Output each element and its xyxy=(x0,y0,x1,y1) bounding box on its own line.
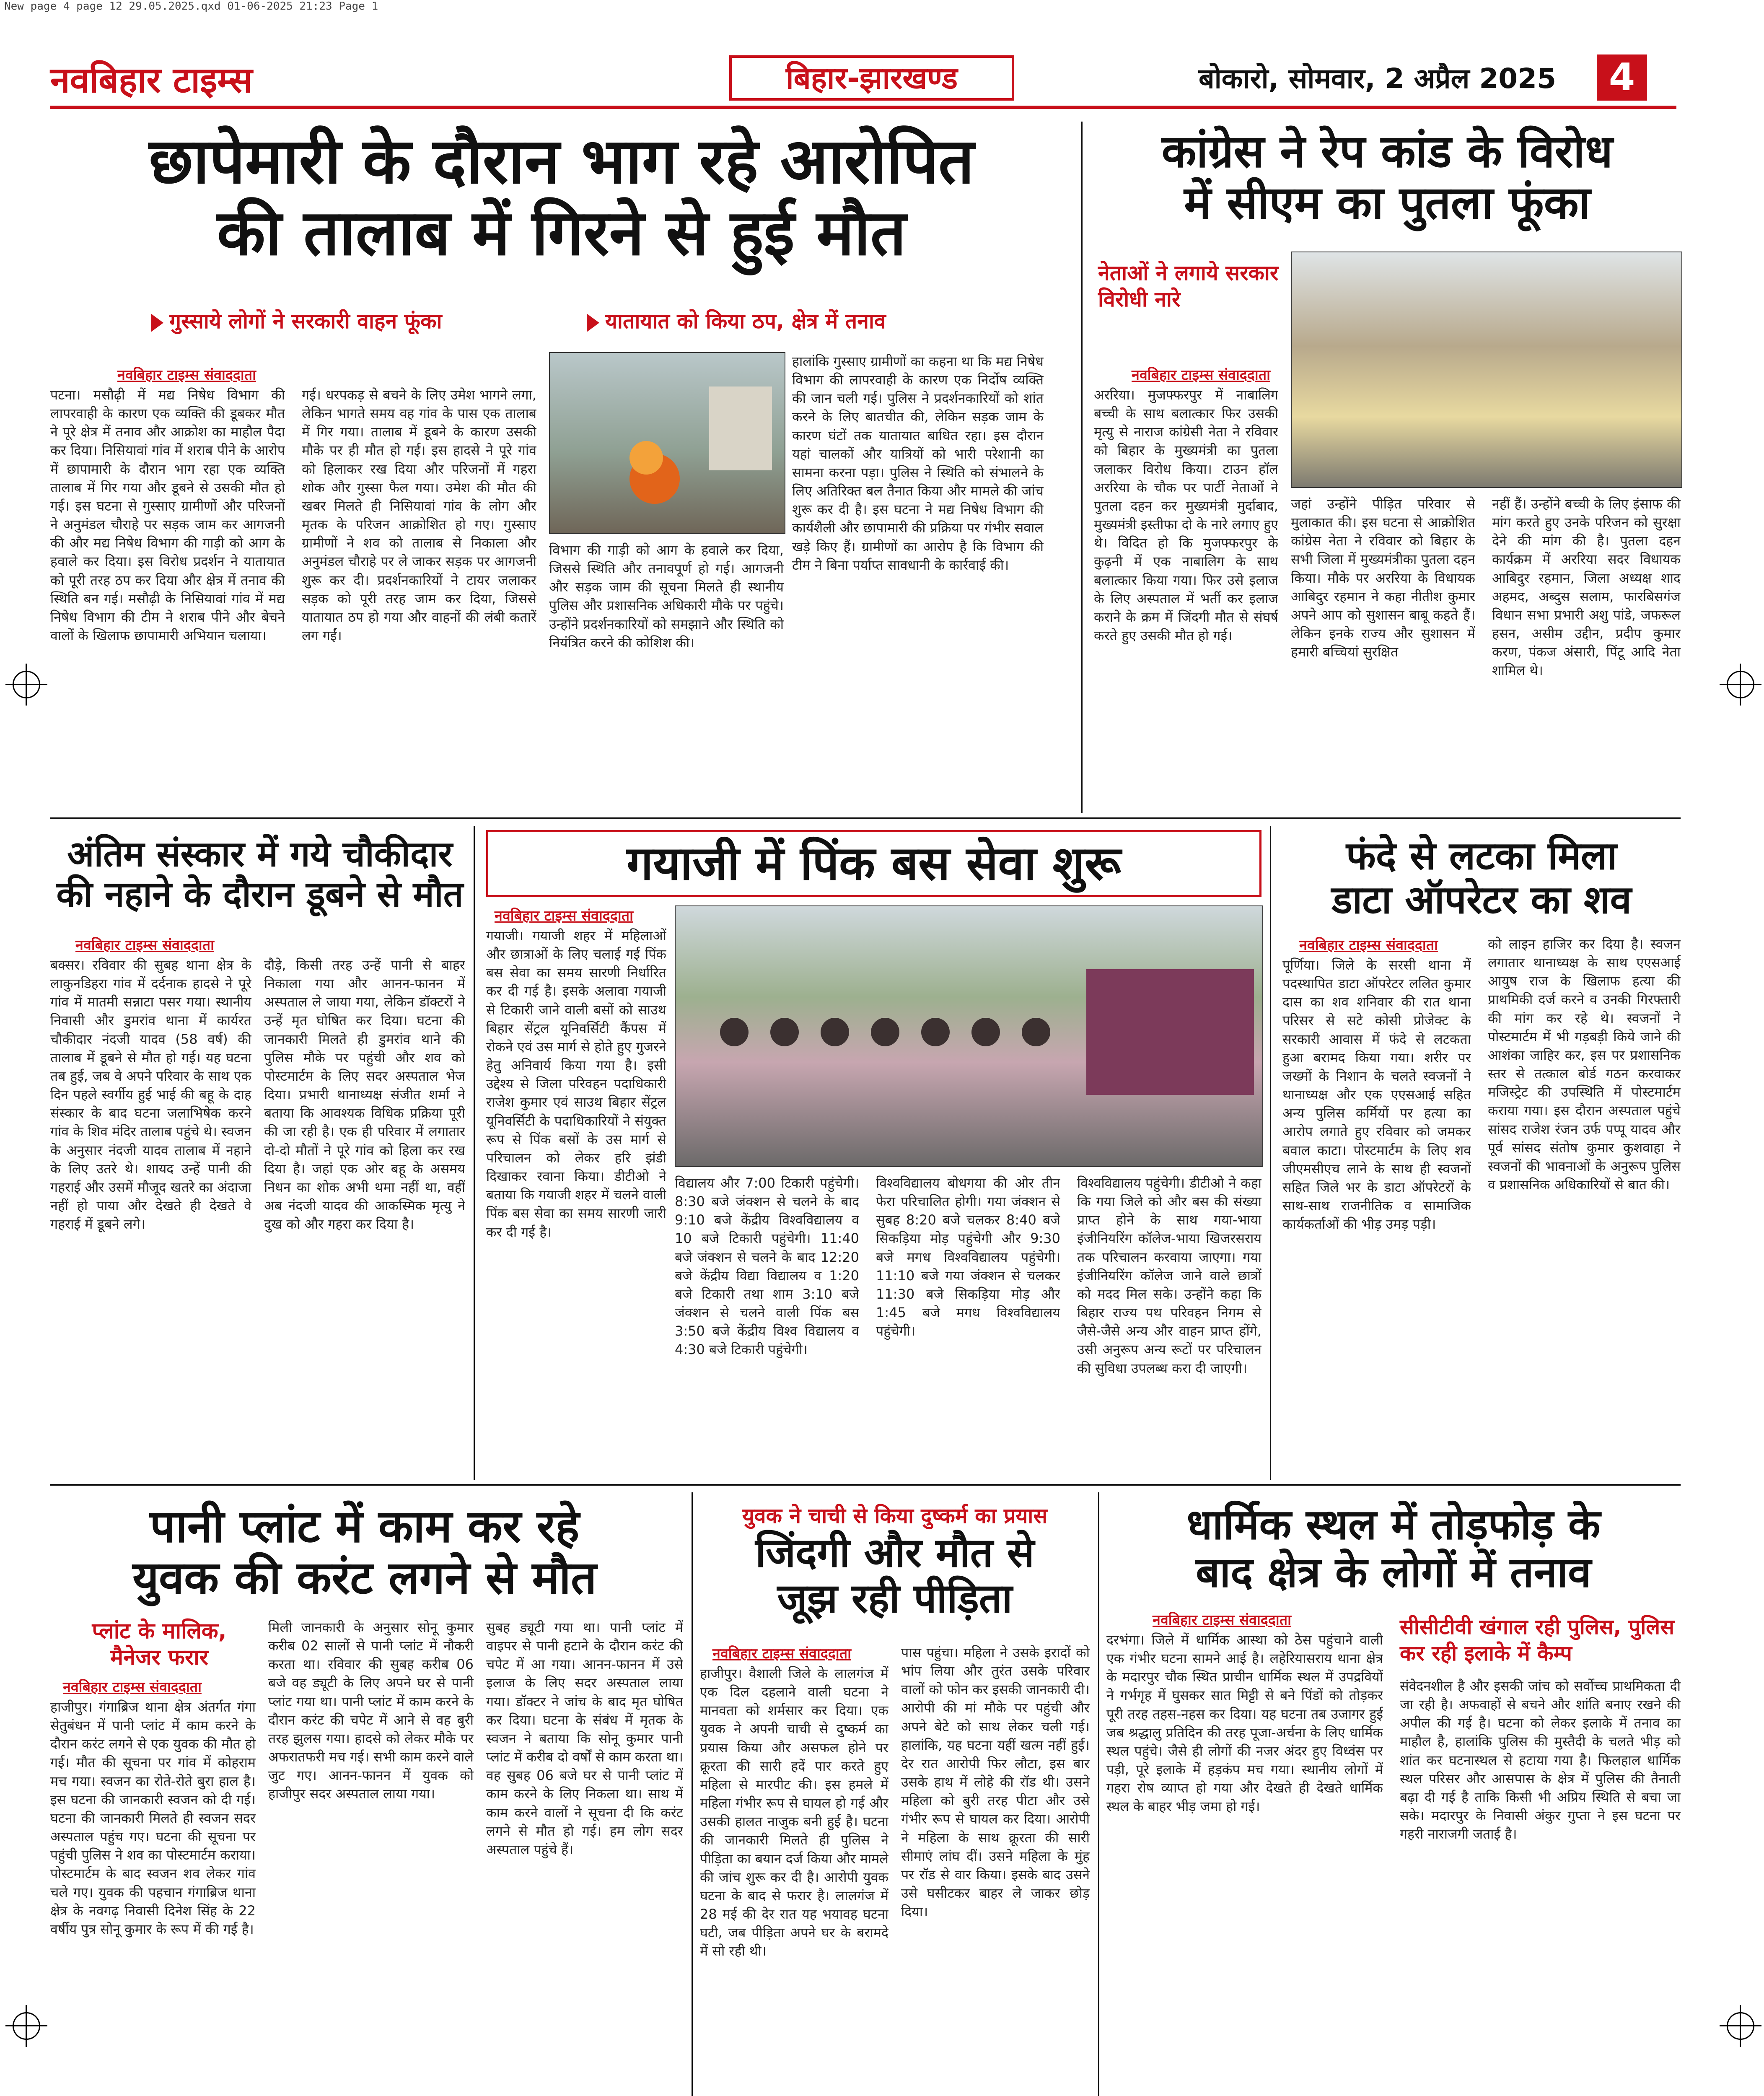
story1-byline: नवबिहार टाइम्स संवाददाता xyxy=(117,367,256,384)
story8-headline xyxy=(1106,1501,1681,1596)
column-divider xyxy=(692,1492,693,2096)
story4-headline: गयाजी में पिंक बस सेवा शुरू xyxy=(486,830,1261,897)
story1-headline xyxy=(50,126,1073,269)
story8-headline-line2: बाद क्षेत्र के लोगों में तनाव xyxy=(1196,1548,1591,1597)
story6-body-col3: सुबह ड्यूटी गया था। पानी प्लांट में वाइपर से पानी हटाने के दौरान करंट की चपेट में आ गया। आनन-फानन में उसे इलाज के लिए सदर अस्पताल लाया गया। डॉक्टर ने जांच के बाद मृत घोषित कर दिया। घटना के संबंध में मृतक के स्वजन ने बताया कि सोनू कुमार पानी प्लांट में करीब दो वर्षों से काम करता था। वह सुबह 06 बजे घर से पानी प्लांट में काम करने के लिए निकला था। साथ में काम करने वालों ने सूचना दी कि करंट लगने से मौत हो गई। हम लोग सदर अस्पताल पहुंचे हैं। xyxy=(486,1619,683,1857)
story6-headline-line2: युवक की करंट लगने से मौत xyxy=(132,1552,597,1605)
story2-headline xyxy=(1094,126,1681,229)
registration-mark-icon xyxy=(13,671,40,698)
story2-headline-line1: कांग्रेस ने रेप कांड के विरोध xyxy=(1161,125,1613,178)
story4-body-col4: विश्वविद्यालय पहुंचेगी। डीटीओ ने कहा कि गया जिले को और बस की संख्या प्राप्त होने के साथ गया-भाया इंजीनियरिंग कॉलेज-भाया खिजरसराय तक परिचालन करवाया जाएगा। गया इंजीनियरिंग कॉलेज जाने वाले छात्रों को मदद मिल सके। उन्होंने कहा कि बिहार राज्य पथ परिवहन निगम से जैसे-जैसे अन्य और वाहन प्राप्त होंगे, उसी अनुरूप अन्य रूटों पर परिचालन की सुविधा उपलब्ध करा दी जाएगी। xyxy=(1077,1175,1261,1376)
story5-body-col2: को लाइन हाजिर कर दिया है। स्वजन लगातार थानाध्यक्ष के साथ एएसआई आयुष राज के खिलाफ हत्या की प्राथमिकी दर्ज करने व उनकी गिरफ्तारी की मांग कर रहे थे। स्वजनों ने पोस्टमार्टम में भी गड़बड़ी किये जाने की आशंका जाहिर कर, इस पर प्रशासनिक स्तर से तत्काल बोर्ड गठन करवाकर मजिस्ट्रेट की उपस्थिति में पोस्टमार्टम कराया गया। इस दौरान अस्पताल पहुंचे सांसद राजेश रंजन उर्फ पप्पू यादव और पूर्व सांसद संतोष कुमार कुशवाहा ने स्वजनों की भावनाओं के अनुरूप पुलिस व प्रशासनिक अधिकारियों से बात की। xyxy=(1488,936,1681,1193)
story4-byline: नवबिहार टाइम्स संवाददाता xyxy=(495,908,633,924)
story1-headline-line1: छापेमारी के दौरान भाग रहे आरोपित xyxy=(149,125,974,198)
story4-body-col2: विद्यालय और 7:00 टिकारी पहुंचेगी। 8:30 बजे जंक्शन से चलने के बाद 9:10 बजे केंद्रीय विश्वविद्यालय व 10 बजे टिकारी पहुंचेगी। 11:40 बजे जंक्शन से चलने के बाद 12:20 बजे केंद्रीय विद्या विद्यालय व 1:20 बजे टिकारी तथा शाम 3:10 बजे जंक्शन से चलने वाली पिंक बस 3:50 बजे केंद्रीय विश्व विद्यालय व 4:30 बजे टिकारी पहुंचेगी। xyxy=(675,1175,859,1358)
story1-body-col2: गई। धरपकड़ से बचने के लिए उमेश भागने लगा, लेकिन भागते समय वह गांव के पास एक तालाब में गिर गया। तालाब में डूबने के कारण उसकी मौके पर ही मौत हो गई। इस हादसे ने पूरे गांव को हिलाकर रख दिया और परिजनों में गहरा शोक और गुस्सा फैल गया। उमेश की मौत की खबर मिलते ही निसियावां गांव के लोग और मृतक के परिजन आक्रोशित हो गए। गुस्साए ग्रामीणों ने शव को तालाब से निकाला और अनुमंडल चौराहे पर ले जाकर सड़क पर आगजनी शुरू कर दी। प्रदर्शनकारियों ने टायर जलाकर सड़क को पूरी तरह जाम कर दिया, जिससे यातायात ठप हो गया और वाहनों की लंबी कतारें लग गईं। xyxy=(302,387,536,644)
story6-byline: नवबिहार टाइम्स संवाददाता xyxy=(63,1679,202,1696)
story6-body-col1: हाजीपुर। गंगाब्रिज थाना क्षेत्र अंतर्गत गंगा सेतुबंधन में पानी प्लांट में काम करने के दौरान करंट लगने से एक युवक की मौत हो गई। मौत की सूचना पर गांव में कोहराम मच गया। स्वजन का रोते-रोते बुरा हाल है। इस घटना की जानकारी स्वजन को दी गई। घटना की जानकारी मिलते ही स्वजन सदर अस्पताल पहुंच गए। घटना की सूचना पर पहुंची पुलिस ने शव का पोस्टमार्टम कराया। पोस्टमार्टम के बाद स्वजन शव लेकर गांव चले गए। युवक की पहचान गंगाब्रिज थाना क्षेत्र के नवगढ़ निवासी दिनेश सिंह के 22 वर्षीय पुत्र सोनू कुमार के रूप में की गई है। xyxy=(50,1699,256,1937)
story2-byline: नवबिहार टाइम्स संवाददाता xyxy=(1132,367,1270,384)
story7-byline: नवबिहार टाइम्स संवाददाता xyxy=(712,1645,851,1662)
story3-headline xyxy=(50,834,469,915)
story6-body-col2: मिली जानकारी के अनुसार सोनू कुमार करीब 02 सालों से पानी प्लांट में नौकरी करता था। रविवार की सुबह करीब 06 बजे वह ड्यूटी के लिए अपने घर से पानी प्लांट गया था। पानी प्लांट में काम करने के दौरान करंट की चपेट में आने से वह बुरी तरह झुलस गया। हादसे को लेकर मौके पर अफरातफरी मच गई। सभी काम करने वाले जुट गए। आनन-फानन में युवक को हाजीपुर सदर अस्पताल लाया गया। xyxy=(268,1619,474,1802)
column-divider xyxy=(1081,122,1083,813)
story3-byline: नवबिहार टाइम्स संवाददाता xyxy=(75,937,214,954)
triangle-bullet-icon xyxy=(587,314,599,332)
story1-photo-burning-vehicle xyxy=(549,352,785,534)
story3-headline-line1: अंतिम संस्कार में गये चौकीदार xyxy=(67,833,453,874)
registration-mark-icon xyxy=(1727,2012,1754,2040)
story2-photo-effigy-burning xyxy=(1291,252,1682,488)
story6-headline-line1: पानी प्लांट में काम कर रहे xyxy=(150,1500,580,1553)
column-divider xyxy=(474,826,475,1480)
story8-byline: नवबिहार टाइम्स संवाददाता xyxy=(1153,1612,1291,1629)
story3-headline-line2: की नहाने के दौरान डूबने से मौत xyxy=(56,873,464,915)
registration-mark-icon xyxy=(13,2012,40,2040)
section-divider xyxy=(50,1484,1681,1486)
story2-body-col2: जहां उन्होंने पीड़ित परिवार से मुलाकात की। इस घटना से आक्रोशित कांग्रेस नेता ने रविवार को बिहार के सभी जिला में मुख्यमंत्रीका पुतला दहन किया। मौके पर अररिया के विधायक आबिदुर रहमान ने कहा नीतीश कुमार अपने आप को सुशासन बाबू कहते हैं। लेकिन इनके राज्य और सुशासन में हमारी बच्चियां सुरक्षित xyxy=(1291,496,1475,660)
registration-mark-icon xyxy=(1727,671,1754,698)
section-divider xyxy=(50,817,1681,819)
story6-headline xyxy=(50,1501,679,1604)
story3-body-col2: दौड़े, किसी तरह उन्हें पानी से बाहर निकाला गया और आनन-फानन में अस्पताल ले जाया गया, लेकिन डॉक्टरों ने उन्हें मृत घोषित कर दिया। घटना की जानकारी मिलते ही डुमरांव थाने की पुलिस मौके पर पहुंची और शव को पोस्टमार्टम के लिए सदर अस्पताल भेज दिया। प्रभारी थानाध्यक्ष संजीत शर्मा ने बताया कि आवश्यक विधिक प्रक्रिया पूरी की जा रही है। एक ही परिवार में लगातार दो-दो मौतों ने पूरे गांव को हिला कर रख दिया है। जहां एक ओर बहू के असमय निधन का शोक अभी थमा नहीं था, वहीं अब नंदजी यादव की आकस्मिक मृत्यु ने दुख को और गहरा कर दिया है। xyxy=(264,957,465,1232)
story1-body-col3: हालांकि गुस्साए ग्रामीणों का कहना था कि मद्य निषेध विभाग की लापरवाही के कारण एक निर्दोष व्यक्ति की जान चली गई। पुलिस ने प्रदर्शनकारियों को शांत करने के लिए बातचीत की, लेकिन सड़क जाम के कारण घंटों तक यातायात बाधित रहा। इस दौरान यहां चालकों और यात्रियों को भारी परेशानी का सामना करना पड़ा। पुलिस ने स्थिति को संभालने के लिए अतिरिक्त बल तैनात किया और मामले की जांच शुरू कर दी है। इस घटना ने मद्य निषेध विभाग की कार्यशैली और छापामारी की प्रक्रिया पर गंभीर सवाल खड़े किए हैं। ग्रामीणों का आरोप है कि विभाग की टीम ने बिना पर्याप्त सावधानी के कार्रवाई की। xyxy=(792,353,1044,573)
fire-icon xyxy=(550,353,785,533)
story2-headline-line2: में सीएम का पुतला फूंका xyxy=(1184,177,1590,230)
story3-body-col1: बक्सर। रविवार की सुबह थाना क्षेत्र के लाकुनडिहरा गांव में दर्दनाक हादसे ने पूरे गांव में मातमी सन्नाटा पसर गया। स्थानीय निवासी और डुमरांव थाना में कार्यरत चौकीदार नंदजी यादव (58 वर्ष) की तालाब में डूबने से मौत हो गई। यह घटना तब हुई, जब वे अपने परिवार के साथ एक दिन पहले स्वर्गीय हुई भाई की बहू के दाह संस्कार के बाद घटना जलाभिषेक करने गांव के शिव मंदिर तालाब पहुंचे थे। स्वजन के अनुसार नंदजी यादव तालाब में नहाने के लिए उतरे थे। शायद उन्हें पानी की गहराई और उसमें मौजूद खतरे का अंदाजा नहीं हो पाया और देखते ही देखते वे गहराई में डूबने लगे। xyxy=(50,957,251,1232)
story4-body-col1: गयाजी। गयाजी शहर में महिलाओं और छात्राओं के लिए चलाई गई पिंक बस सेवा का समय सारणी निर्धारित कर दी गई है। इसके अलावा गयाजी से टिकारी जाने वाली बसों को साउथ बिहार सेंट्रल यूनिवर्सिटी कैंपस में रोकने एवं उस मार्ग से होते हुए गुजरने हेतु अनिवार्य किया गया है। इसी उद्देश्य से जिला परिवहन पदाधिकारी राजेश कुमार एवं साउथ बिहार सेंट्रल यूनिवर्सिटी के पदाधिकारियों ने संयुक्त रूप से पिंक बसों के उस मार्ग से परिचालन को लेकर हरि झंडी दिखाकर रवाना किया। डीटीओ ने बताया कि गयाजी शहर में चलने वाली पिंक बस सेवा का समय सारणी जारी कर दी गई है। xyxy=(486,928,666,1240)
newspaper-name: नवबिहार टाइम्स xyxy=(50,60,253,101)
story1-body-col4: विभाग की गाड़ी को आग के हवाले कर दिया, जिससे स्थिति और तनावपूर्ण हो गई। आगजनी और सड़क जाम की सूचना मिलते ही स्थानीय पुलिस और प्रशासनिक अधिकारी मौके पर पहुंचे। उन्होंने प्रदर्शनकारियों को समझाने और स्थिति को नियंत्रित करने की कोशिश की। xyxy=(549,542,784,651)
story2-kicker: नेताओं ने लगाये सरकार विरोधी नारे xyxy=(1098,261,1279,311)
page-number: 4 xyxy=(1597,54,1647,101)
story5-byline: नवबिहार टाइम्स संवाददाता xyxy=(1299,937,1438,954)
section-label: बिहार-झारखण्ड xyxy=(729,55,1014,101)
story4-body-col3: विश्वविद्यालय बोधगया की ओर तीन फेरा परिचालित होगी। गया जंक्शन से सुबह 8:20 बजे चलकर 8:40 बजे सिकड़िया मोड़ पहुंचेगी और 9:30 बजे मगध विश्वविद्यालय पहुंचेगी। 11:10 बजे गया जंक्शन से चलकर 11:30 बजे सिकड़िया मोड़ और 1:45 बजे मगध विश्वविद्यालय पहुंचेगी। xyxy=(876,1175,1060,1339)
story5-headline-line1: फंदे से लटका मिला xyxy=(1346,833,1617,878)
story8-kicker: सीसीटीवी खंगाल रही पुलिस, पुलिस कर रही इलाके में कैम्प xyxy=(1400,1615,1674,1665)
story1-headline-line2: की तालाब में गिरने से हुई मौत xyxy=(217,197,907,270)
story7-kicker: युवक ने चाची से किया दुष्कर्म का प्रयास xyxy=(742,1504,1048,1528)
story7-body-col2: पास पहुंचा। महिला ने उसके इरादों को भांप लिया और तुरंत उसके परिवार वालों को फोन कर इसकी जानकारी दी। आरोपी की मां मौके पर पहुंची और अपने बेटे को साथ लेकर चली गई। हालांकि, यह घटना यहीं खत्म नहीं हुई। देर रात आरोपी फिर लौटा, इस बार उसके हाथ में लोहे की रॉड थी। उसने महिला को बुरी तरह पीटा और उसे गंभीर रूप से घायल कर दिया। आरोपी ने महिला के साथ क्रूरता की सारी सीमाएं लांघ दीं। उसने महिला के मुंह पर रॉड से वार किया। इसके बाद उसने उसे घसीटकर बाहर ले जाकर छोड़ दिया। xyxy=(901,1645,1090,1920)
story2-body-col1: अररिया। मुजफ्फरपुर में नाबालिग बच्ची के साथ बलात्कार फिर उसकी मृत्यु से नाराज कांग्रेसी नेता ने रविवार को बिहार के मुख्यमंत्री का पुतला जलाकर विरोध किया। टाउन हॉल अररिया के चौक पर पार्टी नेताओं ने पुतला दहन कर मुख्यमंत्री मुर्दाबाद, मुख्यमंत्री इस्तीफा दो के नारे लगाए हुए थे। विदित हो कि मुजफ्फरपुर के कुढ़नी में एक नाबालिग के साथ बलात्कार किया गया। फिर उसे इलाज के लिए अस्पताल में भर्ती कर इलाज कराने के क्रम में जिंदगी मौत से संघर्ष करते हुए उसकी मौत हो गई। xyxy=(1094,387,1278,644)
story1-kicker-2: यातायात को किया ठप, क्षेत्र में तनाव xyxy=(587,306,886,335)
story7-headline-line2: जूझ रही पीड़िता xyxy=(777,1575,1013,1622)
print-slug: New page 4_page 12 29.05.2025.qxd 01-06-2025 21:23 Page 1 xyxy=(4,0,378,13)
story7-body-col1: हाजीपुर। वैशाली जिले के लालगंज में एक दिल दहलाने वाली घटना ने मानवता को शर्मसार कर दिया। एक युवक ने अपनी चाची से दुष्कर्म का प्रयास किया और असफल होने पर क्रूरता की सारी हदें पार करते हुए महिला से मारपीट की। इस हमले में महिला गंभीर रूप से घायल हो गई और उसकी हालत नाजुक बनी हुई है। घटना की जानकारी मिलते ही पुलिस ने पीड़िता का बयान दर्ज किया और मामले की जांच शुरू कर दी है। आरोपी युवक घटना के बाद से फरार है। लालगंज में 28 मई की देर रात यह भयावह घटना घटी, जब पीड़िता अपने घर के बरामदे में सो रही थी। xyxy=(700,1665,888,1959)
story1-kicker-1: गुस्साये लोगों ने सरकारी वाहन फूंका xyxy=(151,306,442,335)
column-divider xyxy=(1098,1492,1099,2096)
story7-headline-line1: जिंदगी और मौत से xyxy=(755,1529,1034,1576)
column-divider xyxy=(1270,826,1271,1480)
story8-body-col1: दरभंगा। जिले में धार्मिक आस्था को ठेस पहुंचाने वाली एक गंभीर घटना सामने आई है। लहेरियासराय थाना क्षेत्र के मदारपुर चौक स्थित प्राचीन धार्मिक स्थल में उपद्रवियों ने गर्भगृह में घुसकर सात मिट्टी से बने पिंडों को तोड़कर पूरी तरह तहस-नहस कर दिया। यह घटना तब उजागर हुई जब श्रद्धालु प्रतिदिन की तरह पूजा-अर्चना के लिए धार्मिक स्थल पहुंचे। जैसे ही लोगों की नजर अंदर हुए विध्वंस पर पड़ी, पूरे इलाके में हड़कंप मच गया। स्थानीय लोगों में गहरा रोष व्याप्त हो गया और देखते ही देखते धार्मिक स्थल के बाहर भीड़ जमा हो गई। xyxy=(1106,1632,1383,1815)
story7-headline xyxy=(696,1530,1094,1622)
group-photo-icon xyxy=(676,906,1262,1166)
story5-headline-line2: डाटा ऑपरेटर का शव xyxy=(1331,877,1632,922)
story6-kicker: प्लांट के मालिक, मैनेजर फरार xyxy=(92,1619,227,1671)
story8-headline-line1: धार्मिक स्थल में तोड़फोड़ के xyxy=(1186,1500,1601,1549)
story4-photo-pink-bus-launch xyxy=(675,905,1263,1167)
masthead-rule xyxy=(50,106,1676,109)
dateline: बोकारो, सोमवार, 2 अप्रैल 2025 xyxy=(1199,62,1557,95)
story1-body-col1: पटना। मसौढ़ी में मद्य निषेध विभाग की लापरवाही के कारण एक व्यक्ति की डूबकर मौत ने पूरे क्षेत्र में तनाव और आक्रोश का माहौल पैदा कर दिया। निसियावां गांव में शराब पीने के आरोप में छापामारी के दौरान भाग रहा एक व्यक्ति तालाब में गिर गया और डूबने से उसकी मौत हो गई। इस घटना से गुस्साए ग्रामीणों और परिजनों ने अनुमंडल चौराहे पर सड़क जाम कर आगजनी की और मद्य निषेध विभाग की गाड़ी को आग के हवाले कर दिया। इस विरोध प्रदर्शन ने यातायात को पूरी तरह ठप कर दिया और क्षेत्र में तनाव की स्थिति बन गई। मसौढ़ी के निसियावां गांव में मद्य निषेध विभाग की टीम ने शराब पीने और बेचने वालों के खिलाफ छापामारी अभियान चलाया। xyxy=(50,387,285,644)
story2-body-col3: नहीं हैं। उन्होंने बच्ची के लिए इंसाफ की मांग करते हुए उनके परिजन को सुरक्षा देने की मांग की है। पुतला दहन कार्यक्रम में अररिया सदर विधायक आबिदुर रहमान, जिला अध्यक्ष शाद अहमद, अब्दुस सलाम, फारबिसगंज विधान सभा प्रभारी अशु पांडे, जफरूल हसन, असीम उद्दीन, प्रदीप कुमार करण, पंकज अंसारी, पिंटू आदि नेता शामिल थे। xyxy=(1492,496,1681,679)
story5-body-col1: पूर्णिया। जिले के सरसी थाना में पदस्थापित डाटा ऑपरेटर ललित कुमार दास का शव शनिवार की रात थाना परिसर से सटे कोसी प्रोजेक्ट के सरकारी आवास में फंदे से लटकता हुआ बरामद किया गया। शरीर पर जख्मों के निशान के चलते स्वजनों ने थानाध्यक्ष और एक एएसआई सहित अन्य पुलिस कर्मियों पर हत्या का आरोप लगाते हुए रविवार को जमकर बवाल काटा। पोस्टमार्टम के लिए शव जीएमसीएच लाने के साथ ही स्वजनों सहित जिले भर के डाटा ऑपरेटरों के साथ-साथ राजनीतिक व सामाजिक कार्यकर्ताओं की भीड़ उमड़ पड़ी। xyxy=(1282,957,1471,1232)
story8-body-col2: संवेदनशील है और इसकी जांच को सर्वोच्च प्राथमिकता दी जा रही है। अफवाहों से बचने और शांति बनाए रखने की अपील की गई है। घटना को लेकर इलाके में तनाव का माहौल है, हालांकि पुलिस की मुस्तैदी के चलते भीड़ को शांत कर घटनास्थल से हटाया गया है। फिलहाल धार्मिक स्थल परिसर और आसपास के क्षेत्र में पुलिस की तैनाती बढ़ा दी गई है ताकि किसी भी अप्रिय स्थिति से बचा जा सके। मदारपुर के निवासी अंकुर गुप्ता ने इस घटना पर गहरी नाराजगी जताई है। xyxy=(1400,1678,1681,1842)
story5-headline xyxy=(1282,834,1681,922)
triangle-bullet-icon xyxy=(151,314,163,332)
